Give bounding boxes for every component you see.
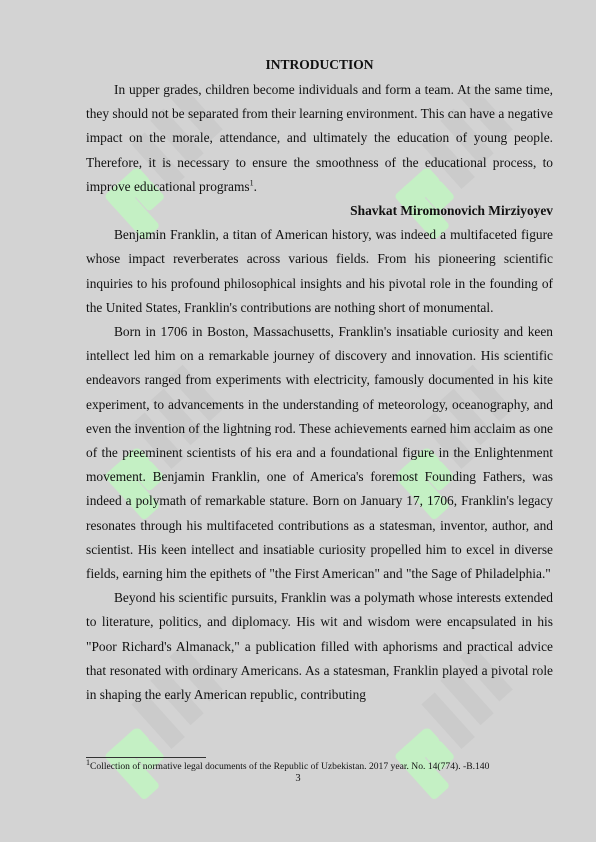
footnote-divider — [86, 757, 206, 758]
author-attribution: Shavkat Miromonovich Mirziyoyev — [350, 203, 553, 219]
footnote-reference[interactable]: 1 — [249, 178, 254, 188]
paragraph-franklin-overview: Benjamin Franklin, a titan of American history, was indeed a multifaceted figure whose impact reverberates across various fields. From his pioneering scientific inquiries to his profound philosophical insights and his pivotal role in the founding of the United States, Franklin's contributions are nothing short of monumental. — [86, 227, 553, 315]
page-number: 3 — [295, 773, 301, 784]
paragraph-franklin-biography: Born in 1706 in Boston, Massachusetts, Franklin's insatiable curiosity and keen intellect led him on a remarkable journey of discovery and innovation. His scientific endeavors ranged from experiments with electricity, famously documented in his kite experiment, to advancements in the understanding of meteorology, oceanography, and even the invention of the lightning rod. These achievements earned him acclaim as one of the preeminent scientists of his era and a foundational figure in the Enlightenment movement. Benjamin Franklin, one of America's foremost Founding Fathers, was indeed a polymath of remarkable stature. Born on January 17, 1706, Franklin's legacy resonates through his multifaceted contributions as a statesman, inventor, author, and scientist. His keen intellect and insatiable curiosity propelled him to excel in diverse fields, earning him the epithets of "the First American" and "the Sage of Philadelphia." — [86, 324, 553, 582]
paragraph-intro-end: . — [253, 178, 257, 194]
paragraph-intro — [86, 78, 553, 199]
footnote-text: Collection of normative legal documents of the Republic of Uzbekistan. 2017 year. No. 14(774). -B.140 — [90, 761, 490, 772]
document-page — [86, 52, 553, 707]
section-heading: INTRODUCTION — [265, 57, 374, 72]
footnote — [86, 757, 553, 773]
footnote-marker: 1 — [86, 757, 90, 767]
paragraph-franklin-pursuits: Beyond his scientific pursuits, Franklin was a polymath whose interests extended to literature, politics, and diplomacy. His wit and wisdom were encapsulated in his "Poor Richard's Almanack," a publication filled with aphorisms and practical advice that resonated with ordinary Americans. As a statesman, Franklin played a pivotal role in shaping the early American republic, contributing — [86, 590, 553, 703]
paragraph-intro-text: In upper grades, children become individuals and form a team. At the same time, they should not be separated from their learning environment. This can have a negative impact on the morale, attendance, and ultimately the education of young people. Therefore, it is necessary to ensure the smoothness of the educational process, to improve educational programs — [86, 82, 553, 194]
